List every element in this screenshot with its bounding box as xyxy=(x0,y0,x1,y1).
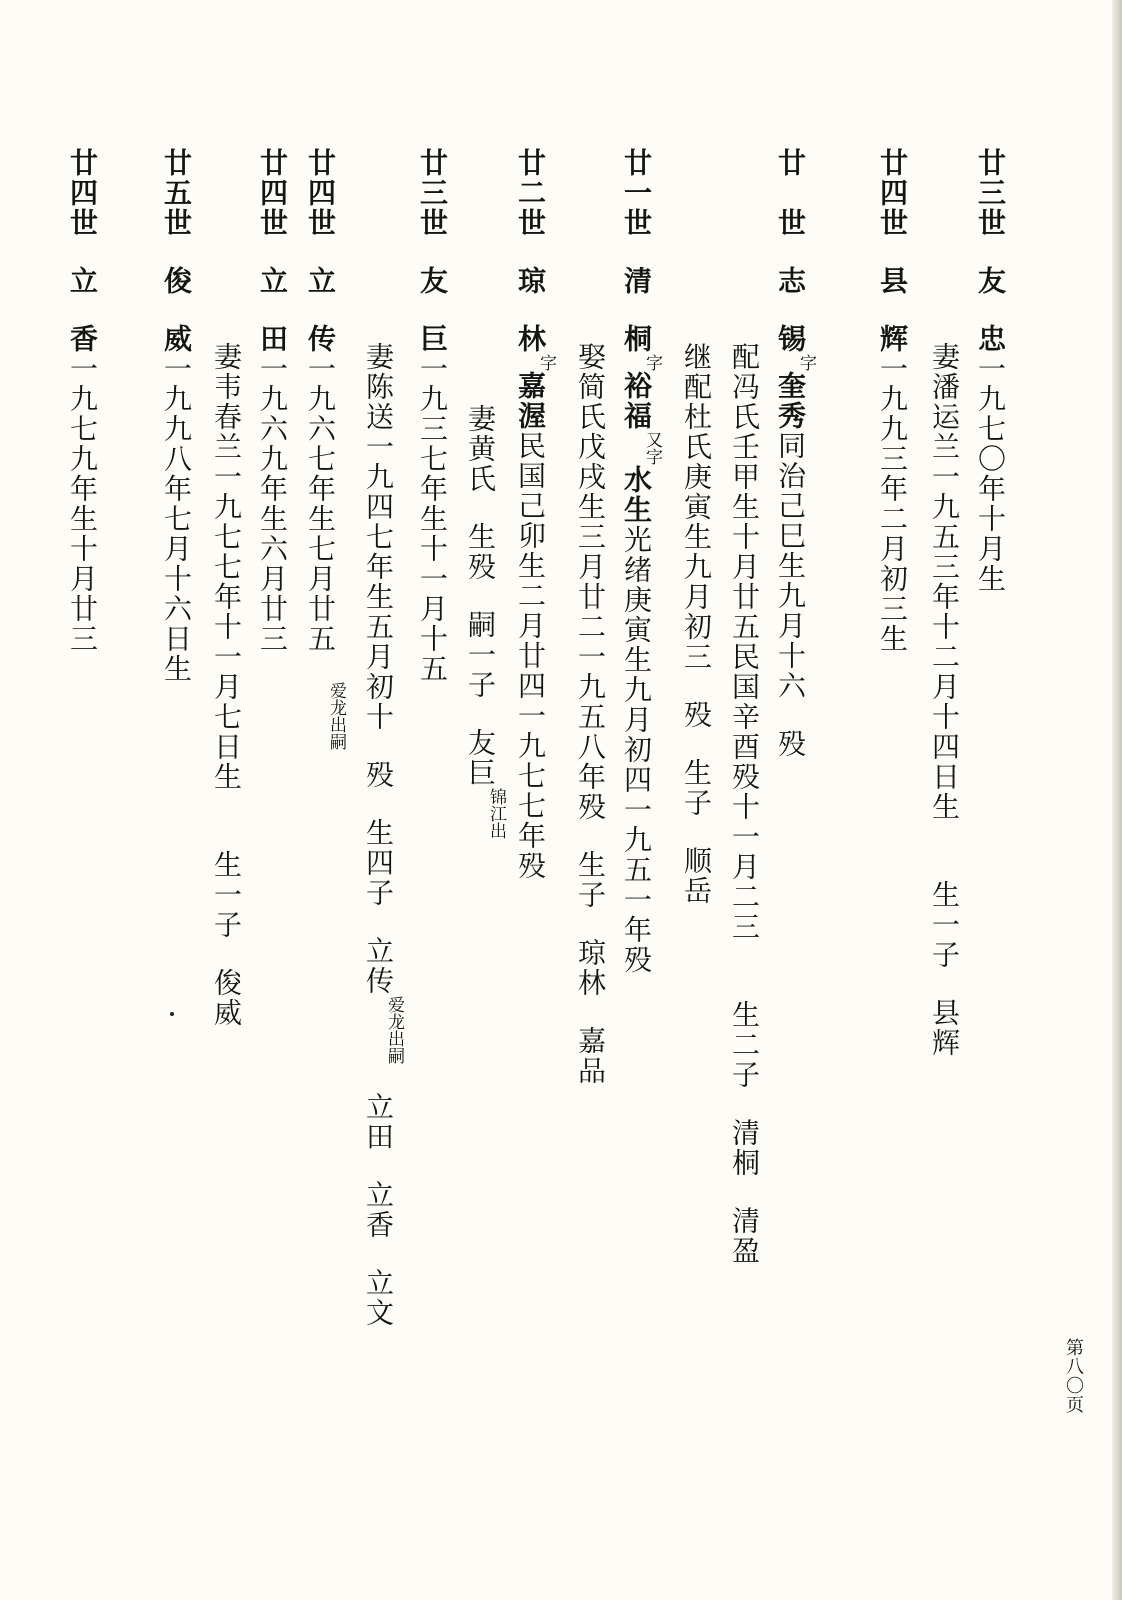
spouse-record xyxy=(722,342,766,1266)
spouse-text: 娶简氏戊戌生三月廿二一九五八年殁 xyxy=(574,342,607,822)
generation-label: 廿 世 xyxy=(774,148,807,238)
spouse-text: 妻潘运兰一九五三年十二月十四日生 xyxy=(928,342,961,822)
generation-label: 廿三世 xyxy=(416,148,449,238)
given-name: 田 xyxy=(256,324,289,354)
death-record: 殁 xyxy=(362,760,395,790)
children-count: 生子 xyxy=(574,850,607,910)
generation-label: 廿四世 xyxy=(876,148,909,238)
generation-label: 廿三世 xyxy=(974,148,1007,238)
given-name: 香 xyxy=(66,324,99,354)
birth-record: 光绪庚寅生九月初四一九五一年殁 xyxy=(620,525,653,975)
child-name: 顺岳 xyxy=(680,846,713,906)
genealogy-entry-qionglin xyxy=(508,148,556,881)
spouse-text: 妻陈送一九四七年生五月初十 xyxy=(362,342,395,732)
person-name: 立 xyxy=(304,266,337,296)
birth-record: 民国己卯生二月廿四一九七七年殁 xyxy=(514,431,547,881)
given-name: 巨 xyxy=(416,324,449,354)
children-count: 生子 xyxy=(680,758,713,818)
given-name: 林 xyxy=(514,324,547,354)
spouse-record xyxy=(458,404,506,839)
birth-record: 一九九三年二月初三生 xyxy=(876,354,909,654)
spouse-record xyxy=(568,342,612,1086)
generation-label: 廿五世 xyxy=(160,148,193,238)
spouse-text: 妻黄氏 xyxy=(464,404,497,494)
courtesy-name-note: 字 xyxy=(536,354,556,371)
ink-dot xyxy=(170,1012,174,1016)
spouse-record xyxy=(922,342,966,1058)
birth-record: 一九三七年生十一月十五 xyxy=(416,354,449,684)
adopted-children: 嗣一子 xyxy=(464,610,497,700)
generation-label: 廿四世 xyxy=(304,148,337,238)
given-name: 辉 xyxy=(876,324,909,354)
courtesy-name-note: 字 xyxy=(796,354,816,371)
person-name: 友 xyxy=(416,266,449,296)
child-name: 清盈 xyxy=(728,1206,761,1266)
spouse-text: 妻韦春兰一九七七年十一月七日生 xyxy=(210,342,243,792)
person-name: 立 xyxy=(256,266,289,296)
page-number: 第八〇页 xyxy=(1063,1338,1084,1414)
person-name: 清 xyxy=(620,266,653,296)
birth-record: 同治己巳生九月十六 xyxy=(774,431,807,701)
person-name: 志 xyxy=(774,266,807,296)
birth-record: 一九九八年七月十六日生 xyxy=(160,354,193,684)
birth-death-record: 生殁 xyxy=(464,522,497,582)
genealogy-entry-youju xyxy=(410,148,454,684)
given-name: 桐 xyxy=(620,324,653,354)
genealogy-entry-qingtong xyxy=(614,148,662,975)
page-edge xyxy=(1112,0,1122,1600)
death-record: 殁 xyxy=(774,729,807,759)
spouse-record xyxy=(356,342,404,1328)
children-count: 生一子 xyxy=(928,880,961,970)
adoption-out-note: 爱龙出嗣 xyxy=(326,682,346,750)
genealogy-entry-youzhong xyxy=(968,148,1012,594)
adoption-out-note: 爱龙出嗣 xyxy=(384,996,404,1064)
child-name: 嘉品 xyxy=(574,1026,607,1086)
genealogy-entry-junwei xyxy=(154,148,198,684)
person-name: 县 xyxy=(876,266,909,296)
children-count: 生一子 xyxy=(210,850,243,940)
child-name: 立香 xyxy=(362,1180,395,1240)
person-name: 琼 xyxy=(514,266,547,296)
adoption-origin-note: 锦江出 xyxy=(486,788,506,839)
given-name: 传 xyxy=(304,324,337,354)
alt-courtesy-name-note: 又字 xyxy=(642,431,662,465)
genealogy-entry-litian xyxy=(250,148,294,654)
child-name: 立传 xyxy=(362,936,395,996)
children-count: 生四子 xyxy=(362,818,395,908)
spouse-text: 继配杜氏庚寅生九月初三 xyxy=(680,342,713,672)
person-name: 友 xyxy=(974,266,1007,296)
birth-record: 一九七九年生十月廿三 xyxy=(66,354,99,654)
courtesy-name: 裕福 xyxy=(620,371,653,431)
spouse-record xyxy=(204,342,248,1028)
birth-record: 一九七〇年十月生 xyxy=(974,354,1007,594)
child-name: 清桐 xyxy=(728,1118,761,1178)
second-spouse-record xyxy=(674,342,718,906)
birth-record: 一九六七年生七月廿五 xyxy=(304,354,337,654)
courtesy-name: 嘉渥 xyxy=(514,371,547,431)
generation-label: 廿一世 xyxy=(620,148,653,238)
child-name: 俊威 xyxy=(210,968,243,1028)
child-name: 立文 xyxy=(362,1268,395,1328)
child-name: 友巨 xyxy=(464,728,497,788)
given-name: 忠 xyxy=(974,324,1007,354)
child-name: 立田 xyxy=(362,1092,395,1152)
generation-label: 廿四世 xyxy=(66,148,99,238)
generation-label: 廿四世 xyxy=(256,148,289,238)
generation-label: 廿二世 xyxy=(514,148,547,238)
genealogy-entry-lichuan xyxy=(298,148,346,750)
child-name: 县辉 xyxy=(928,998,961,1058)
children-count: 生二子 xyxy=(728,1000,761,1090)
birth-record: 一九六九年生六月廿三 xyxy=(256,354,289,654)
genealogy-entry-lixiang xyxy=(60,148,104,654)
genealogy-entry-xianhui xyxy=(870,148,914,654)
given-name: 威 xyxy=(160,324,193,354)
spouse-text: 配冯氏壬甲生十月廿五民国辛酉殁十一月二三 xyxy=(728,342,761,942)
courtesy-name-note: 字 xyxy=(642,354,662,371)
courtesy-name: 奎秀 xyxy=(774,371,807,431)
person-name: 立 xyxy=(66,266,99,296)
death-record: 殁 xyxy=(680,700,713,730)
alt-courtesy-name: 水生 xyxy=(620,465,653,525)
given-name: 锡 xyxy=(774,324,807,354)
person-name: 俊 xyxy=(160,266,193,296)
genealogy-entry-zhixi xyxy=(768,148,816,759)
child-name: 琼林 xyxy=(574,938,607,998)
